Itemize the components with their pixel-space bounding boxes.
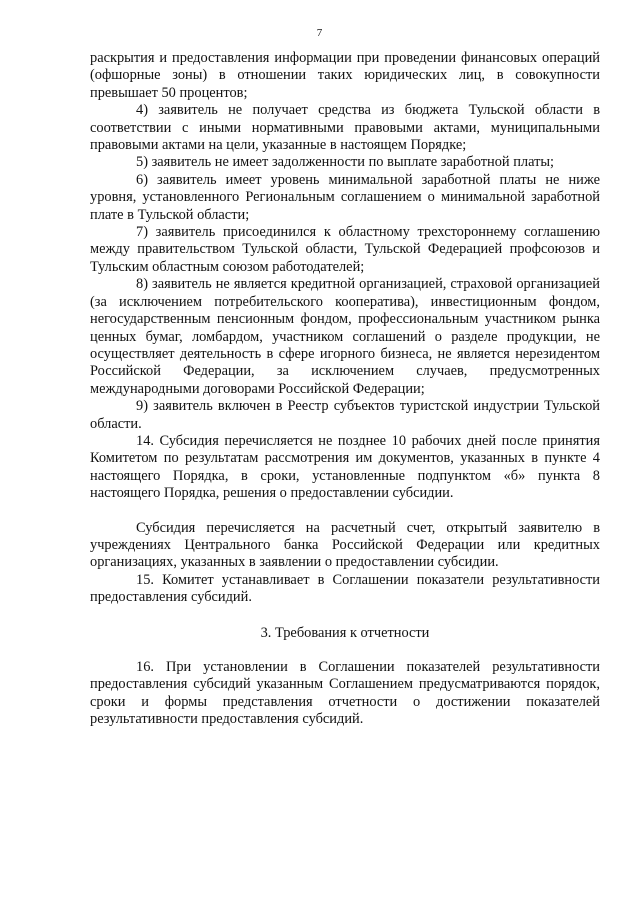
paragraph-clause-15: 15. Комитет устанавливает в Соглашении показатели результативности предоставления субсидий. (90, 571, 600, 606)
paragraph-item-9: 9) заявитель включен в Реестр субъектов туристской индустрии Тульской области. (90, 398, 600, 432)
paragraph-subsidy-transfer: Субсидия перечисляется на расчетный счет, открытый заявителю в учреждениях Центрального банка Российской Федерации или кредитных организациях, указанных в заявлении о предоставлении субсидии. (90, 519, 600, 571)
paragraph-item-8: 8) заявитель не является кредитной организацией, страховой организацией (за исключением потребительского кооператива), инвестиционным фондом, негосударственным пенсионным фондом, профессиональным участником рынка ценных бумаг, ломбардом, участником соглашений о разделе продукции, не осуществляет деятельность в сфере игорного бизнеса, не является нерезидентом Российской Федерации, за исключением случаев, предусмотренных международными договорами Российской Федерации; (90, 276, 600, 397)
paragraph-clause-16: 16. При установлении в Соглашении показателей результативности предоставления субсидий указанным Соглашением предусматриваются порядок, сроки и формы представления отчетности о достижении показателей результативности предоставления субсидий. (90, 659, 600, 728)
document-body (90, 50, 600, 729)
paragraph-item-6: 6) заявитель имеет уровень минимальной заработной платы не ниже уровня, установленного Региональным соглашением о минимальной заработной плате в Тульской области; (90, 171, 600, 223)
paragraph-clause-14: 14. Субсидия перечисляется не позднее 10 рабочих дней после принятия Комитетом по результатам рассмотрения им документов, указанных в пункте 4 настоящего Порядка, в сроки, установленные подпунктом «б» пункта 8 настоящего Порядка, решения о предоставлении субсидии. (90, 432, 600, 502)
paragraph-item-7: 7) заявитель присоединился к областному трехстороннему соглашению между правительством Тульской области, Тульской Федерацией профсоюзов и Тульским областным союзом работодателей; (90, 224, 600, 275)
paragraph-item-4: 4) заявитель не получает средства из бюджета Тульской области в соответствии с иными нормативными правовыми актами, муниципальными правовыми актами на цели, указанные в настоящем Порядке; (90, 102, 600, 154)
paragraph-item-5: 5) заявитель не имеет задолженности по выплате заработной платы; (136, 154, 555, 171)
page-number: 7 (316, 27, 323, 39)
section-heading: 3. Требования к отчетности (260, 624, 430, 641)
paragraph-continuation: раскрытия и предоставления информации при проведении финансовых операций (офшорные зоны) в отношении таких юридических лиц, в совокупности превышает 50 процентов; (90, 50, 600, 101)
